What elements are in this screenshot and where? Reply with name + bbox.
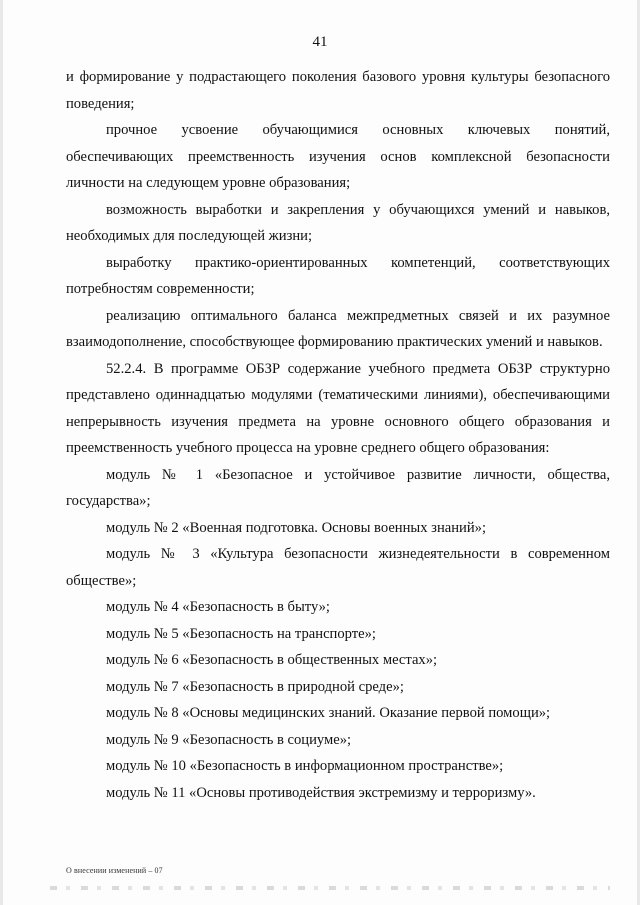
module-item-8: модуль № 8 «Основы медицинских знаний. Оказание первой помощи»;: [106, 705, 551, 721]
module-item-6: модуль № 6 «Безопасность в общественных местах»;: [106, 652, 438, 668]
module-item-2: модуль № 2 «Военная подготовка. Основы военных знаний»;: [106, 519, 487, 536]
module-item-10: модуль № 10 «Безопасность в информационном пространстве»;: [106, 758, 504, 774]
document-body: [66, 64, 610, 806]
paragraph-competencies: выработку практико-ориентированных компетенций, соответствующих потребностям современности;: [66, 254, 610, 297]
scan-left-edge: [0, 0, 3, 905]
footer-note: О внесении изменений – 07: [66, 866, 163, 875]
module-item-1: модуль № 1 «Безопасное и устойчивое развитие личности, общества, государства»;: [66, 466, 610, 509]
page-number: 41: [312, 34, 328, 50]
paragraph-section-52-2-4: 52.2.4. В программе ОБЗР содержание учебного предмета ОБЗР структурно представлено одиннадцатью модулями (тематическими линиями), обеспечивающими непрерывность изучения предмета на уровне основного общего образования и преемственность учебного процесса на уровне среднего общего образования:: [66, 360, 610, 456]
module-item-7: модуль № 7 «Безопасность в природной среде»;: [106, 678, 404, 695]
module-item-9: модуль № 9 «Безопасность в социуме»;: [106, 731, 352, 748]
module-item-3: модуль № 3 «Культура безопасности жизнедеятельности в современном обществе»;: [66, 546, 610, 589]
module-item-4: модуль № 4 «Безопасность в быту»;: [106, 599, 330, 615]
scan-artifact-strip: [50, 886, 610, 890]
module-item-11: модуль № 11 «Основы противодействия экстремизму и терроризму».: [106, 784, 536, 801]
module-item-5: модуль № 5 «Безопасность на транспорте»;: [106, 625, 376, 642]
paragraph-skills: возможность выработки и закрепления у обучающихся умений и навыков, необходимых для последующей жизни;: [66, 201, 610, 244]
paragraph-continuation: и формирование у подрастающего поколения базового уровня культуры безопасного поведения;: [66, 69, 610, 112]
paragraph-interdisciplinary: реализацию оптимального баланса межпредметных связей и их разумное взаимодополнение, способствующее формированию практических умений и навыков.: [66, 307, 610, 350]
paragraph-key-concepts: прочное усвоение обучающимися основных ключевых понятий, обеспечивающих преемственность изучения основ комплексной безопасности личности на следующем уровне образования;: [66, 122, 610, 191]
